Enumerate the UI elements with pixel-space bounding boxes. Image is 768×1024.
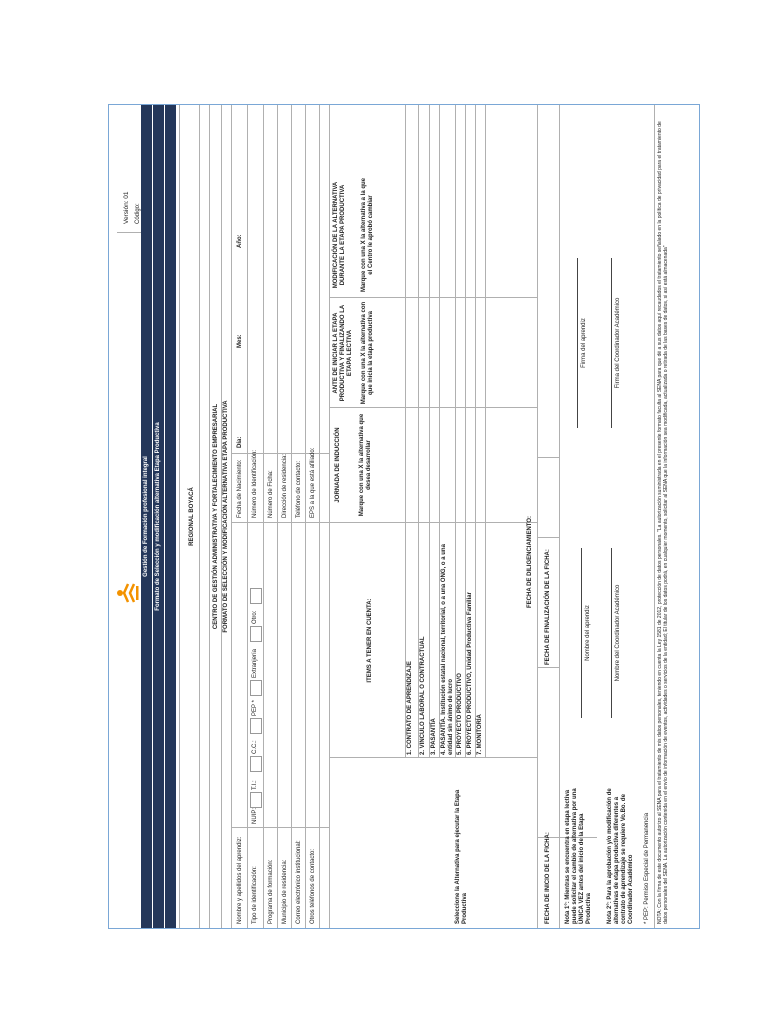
alternative-item-2: 2. VINCULO LABORAL O CONTRACTUAL <box>420 636 426 755</box>
col-rule <box>537 537 559 538</box>
col-rule <box>231 827 329 828</box>
apprentice-sign-label: Firma del aprendiz <box>581 318 587 368</box>
cc-checkbox[interactable] <box>250 718 262 734</box>
before-note: Marque con una X la alternativa con que inicia la etapa productiva <box>361 301 374 405</box>
ti-checkbox[interactable] <box>250 756 262 772</box>
rule <box>305 105 306 928</box>
induction-mark-cell-7[interactable] <box>475 410 485 520</box>
sena-logo <box>113 578 139 608</box>
alternative-item-6: 6. PROYECTO PRODUCTIVO, Unidad Productiva Familiar <box>467 592 473 755</box>
nuip-label: NUIP: <box>252 807 258 824</box>
cc-label: C.C.: <box>252 740 258 754</box>
form-title-band <box>153 105 164 928</box>
coordinator-name-label: Nombre del Coordinador Académico <box>615 584 621 682</box>
modify-mark-cell-6[interactable] <box>465 175 475 295</box>
select-alternative-label: Seleccione la Alternativa para ejecutar la Etapa Productiva <box>455 789 468 924</box>
col-rule <box>329 407 537 408</box>
alternative-item-3: 3. PASANTÍA <box>431 718 437 755</box>
filled-date-label: FECHA DE DILIGENCIAMIENTO: <box>527 515 533 608</box>
phones-label: Otros teléfonos de contacto: <box>310 848 316 924</box>
version-label: Versión: 01 <box>123 191 130 224</box>
induction-title: JORNADA DE INDUCCIÓN <box>335 427 341 503</box>
alternative-item-4: 4. PASANTÍA. Institución estatal nacional, territorial, o a una ONG, o a una entidad sin ánimo de lucro <box>441 544 454 755</box>
induction-note: Marque con una X la alternativa que desea desarrollar <box>359 413 372 517</box>
before-mark-cell-4[interactable] <box>439 300 455 406</box>
col-rule <box>231 522 329 523</box>
rule <box>277 105 278 928</box>
note-1: Nota 1°: Mientras se encuentra en etapa lectiva puede solicitar el cambio de alternativa por una ÚNICA VEZ antes del inicio de la Etapa Productiva <box>565 788 592 924</box>
pep-label: PEP * <box>252 700 258 716</box>
modify-mark-cell-3[interactable] <box>429 175 439 295</box>
month-label: Mes: <box>237 334 243 348</box>
blue-spacer-band <box>165 105 176 928</box>
birth-label: Fecha de Nacimiento: <box>237 459 243 518</box>
modify-note: Marque con una X la alternativa a la que el Centro le aprobó cambiar <box>361 177 374 293</box>
before-title: ANTE DE INICIAR LA ETAPA PRODUCTIVA Y FINALIZANDO LA ETAPA LECTIVA <box>333 304 353 402</box>
modify-title: MODIFICACIÓN DE LA ALTERNATIVA DURANTE LA ETAPA PRODUCTIVA <box>333 181 346 289</box>
rule <box>654 105 655 928</box>
pep-note: * PEP: Permiso Especial de Permanencia <box>644 812 650 924</box>
form-title: Formato de Selección y modificación alternativa Etapa Productiva <box>155 422 161 611</box>
center-label: CENTRO DE GESTIÓN ADMINISTRATIVA Y FORTALECIMIENTO EMPRESARIAL <box>213 403 219 630</box>
before-mark-cell-2[interactable] <box>418 300 429 406</box>
rule <box>199 105 200 928</box>
rotated-form <box>109 105 699 928</box>
before-mark-cell-1[interactable] <box>405 300 418 406</box>
apprentice-sign-line[interactable] <box>577 258 578 428</box>
items-title: ITEMS A TENER EN CUENTA: <box>367 598 373 683</box>
alternative-row-rule <box>485 105 486 758</box>
municipality-label: Municipio de residencia: <box>282 859 288 924</box>
induction-mark-cell-3[interactable] <box>429 410 439 520</box>
rule <box>179 105 180 928</box>
alternative-item-7: 7. MONITORÍA <box>477 714 483 755</box>
coordinator-name-line[interactable] <box>611 548 612 718</box>
before-mark-cell-7[interactable] <box>475 300 485 406</box>
day-label: Día: <box>237 436 243 448</box>
name-label: Nombre y apellidos del aprendiz: <box>237 836 243 924</box>
modify-mark-cell-1[interactable] <box>405 175 418 295</box>
eps-label: EPS a la que está afiliado: <box>310 447 316 518</box>
email-label: Correo electrónico institucional: <box>296 840 302 924</box>
rule <box>537 105 538 928</box>
code-label: Código: <box>135 203 141 224</box>
before-mark-cell-6[interactable] <box>465 300 475 406</box>
pep-checkbox[interactable] <box>250 680 262 696</box>
col-rule <box>537 457 559 458</box>
apprentice-name-label: Nombre del aprendiz <box>585 605 591 661</box>
induction-mark-cell-1[interactable] <box>405 410 418 520</box>
induction-mark-cell-4[interactable] <box>439 410 455 520</box>
ficha-label: Número de Ficha: <box>268 470 274 518</box>
org-title: Gestión de Formación profesional integral <box>143 456 149 577</box>
program-label: Programa de formación: <box>268 859 274 924</box>
foreign-checkbox[interactable] <box>250 626 262 642</box>
end-date-label: FECHA DE FINALIZACIÓN DE LA FICHA: <box>545 549 551 665</box>
alternative-item-5: 5. PROYECTO PRODUCTIVO <box>457 673 463 755</box>
rule <box>263 105 264 928</box>
regional-label: REGIONAL BOYACÁ <box>189 487 195 546</box>
start-date-label: FECHA DE INICIO DE LA FICHA: <box>545 832 551 924</box>
col-rule <box>329 297 537 298</box>
phone-label: Teléfono de contacto: <box>296 460 302 518</box>
rule <box>291 105 292 928</box>
modify-mark-cell-4[interactable] <box>439 175 455 295</box>
rule <box>319 105 320 928</box>
coordinator-sign-label: Firma del Coordinador Académico <box>615 297 621 389</box>
rule <box>209 105 210 928</box>
coordinator-sign-line[interactable] <box>611 258 612 428</box>
nuip-checkbox[interactable] <box>250 792 262 808</box>
other-checkbox[interactable] <box>250 588 262 604</box>
modify-mark-cell-5[interactable] <box>455 175 465 295</box>
col-rule <box>329 757 537 758</box>
rule <box>231 105 232 928</box>
address-label: Dirección de residencia: <box>282 453 288 518</box>
before-mark-cell-5[interactable] <box>455 300 465 406</box>
induction-mark-cell-5[interactable] <box>455 410 465 520</box>
format-title: FORMATO DE SELECCIÓN Y MODIFICACIÓN ALTERNATIVA ETAPA PRODUCTIVA <box>223 400 229 633</box>
other-label: Otro: <box>252 610 258 624</box>
induction-mark-cell-6[interactable] <box>465 410 475 520</box>
foreign-label: Extranjería <box>252 648 258 678</box>
rule <box>329 105 330 928</box>
modify-mark-cell-2[interactable] <box>418 175 429 295</box>
rule <box>247 105 248 928</box>
apprentice-name-line[interactable] <box>581 548 582 718</box>
before-mark-cell-3[interactable] <box>429 300 439 406</box>
rule <box>221 105 222 928</box>
col-rule <box>329 522 537 523</box>
rule <box>559 105 560 928</box>
footer-privacy-note: NOTA: Con la firma de este documento autorizo al SENA para el tratamiento de mis datos personales, teniendo en cuenta la Ley 1581 de 2012, protección de datos personales. "La autorización suministrada en el presente formato faculta al SENA para que dé a sus datos aquí recaudados el tratamiento señalado en la política de privacidad para el tratamiento de datos personales del SENA. La autorización contenida en el envío de información de eventos, actividades o servicios de la entidad; El titular de los datos podrá, en cualquier momento, solicitar al SENA que la información sea modificada, actualizada o retirada de las bases de datos, si así está almacenada" <box>657 121 669 924</box>
id-number-label: Número de Identificación: <box>252 449 258 518</box>
year-label: Año: <box>237 234 243 248</box>
col-rule <box>537 667 559 668</box>
note-2: Nota 2°: Para la aprobación y/o modificación de alternativas de etapa productiva diferentes a contrato de aprendizaje se requiere Vo.Bo. de Coordinador Académico <box>607 788 634 924</box>
ti-label: T.I.: <box>252 780 258 790</box>
document-page <box>108 104 700 929</box>
org-title-band <box>141 105 152 928</box>
modify-mark-cell-7[interactable] <box>475 175 485 295</box>
id-type-label: Tipo de identificación: <box>252 866 258 924</box>
induction-mark-cell-2[interactable] <box>418 410 429 520</box>
alternative-item-1: 1. CONTRATO DE APRENDIZAJE <box>407 661 413 755</box>
